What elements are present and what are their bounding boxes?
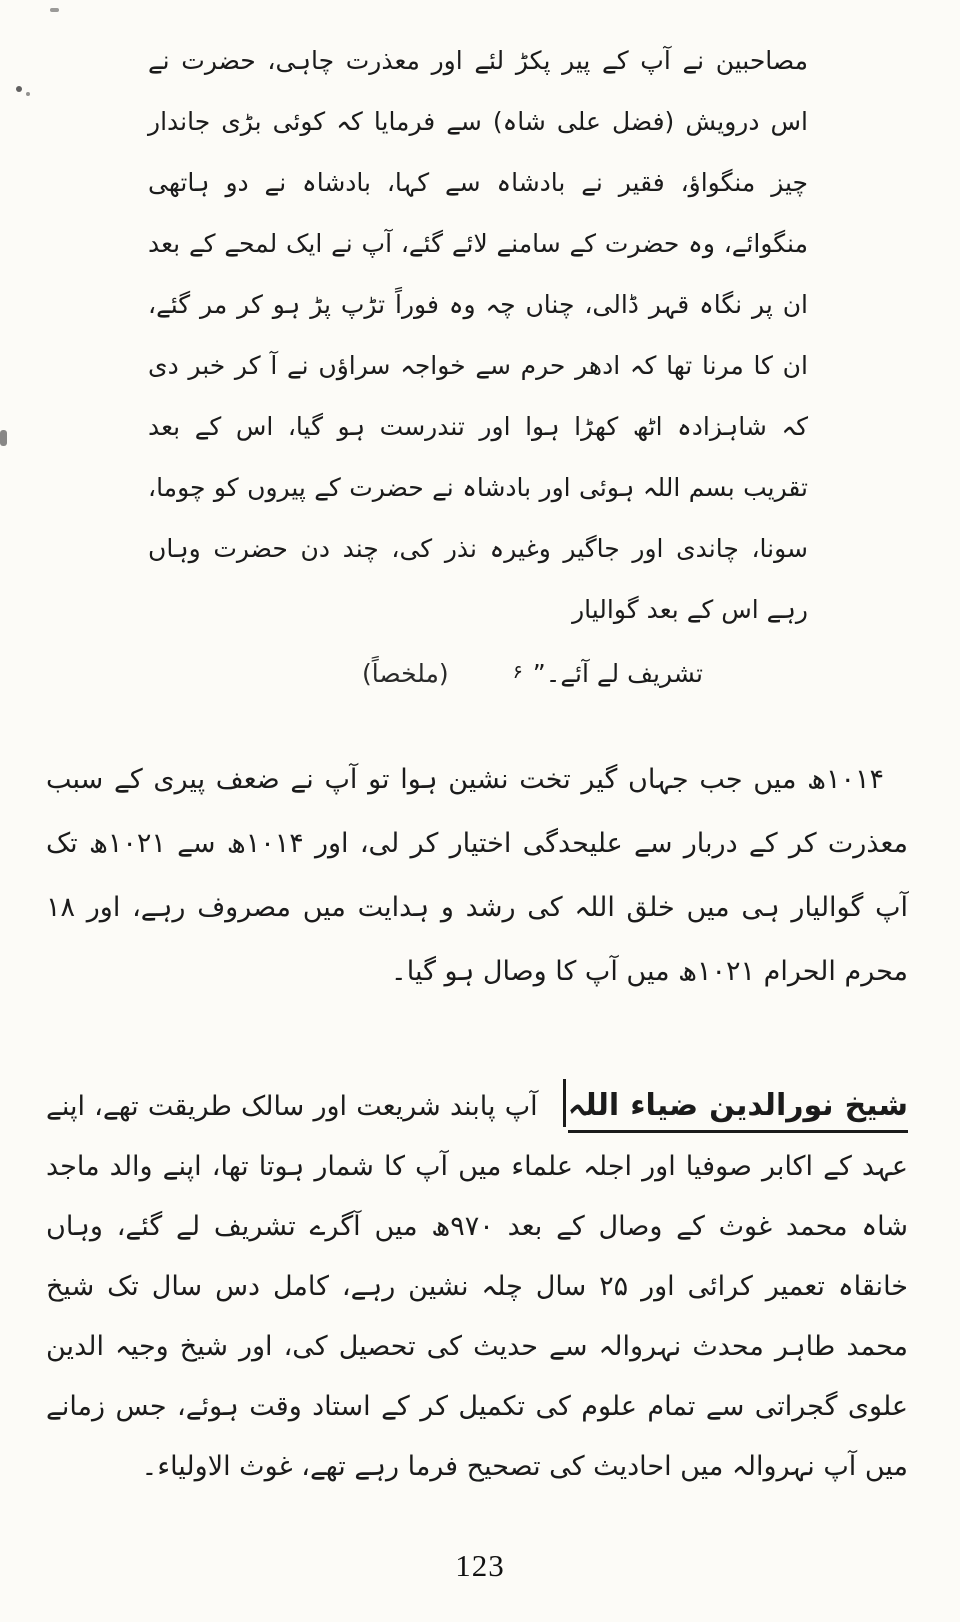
attribution-label: (ملخصاً) (362, 659, 449, 688)
quotation-block (148, 30, 808, 706)
heading-divider-rule (563, 1079, 566, 1127)
page-number: 123 (455, 1548, 505, 1583)
footnote-marker: ۶ (512, 661, 523, 683)
quotation-closing-line (148, 640, 808, 706)
scan-speck (16, 86, 22, 92)
section-sheikh-nuruddin (46, 1076, 908, 1497)
paragraph-jahangir-accession: ۱۰۱۴ھ میں جب جہاں گیر تخت نشین ہوا تو آپ نے ضعف پیری کے سبب معذرت کر کے دربار سے علیحدگی اختیار کر لی، اور ۱۰۱۴ھ سے ۱۰۲۱ھ تک آپ گوالیار ہی میں خلق اللہ کی رشد و ہدایت میں مصروف رہے، اور ۱۸ محرم الحرام ۱۰۲۱ھ میں آپ کا وصال ہو گیا۔ (46, 764, 908, 987)
section-paragraph (46, 1076, 908, 1497)
section-heading: شیخ نورالدین ضیاء اللہ (568, 1088, 908, 1133)
section-body-text: آپ پابند شریعت اور سالک طریقت تھے، اپنے عہد کے اکابر صوفیا اور اجلہ علماء میں آپ کا شمار ہوتا تھا، اپنے والد ماجد شاہ محمد غوث کے وصال کے بعد ۹۷۰ھ میں آگرے تشریف لے گئے، وہاں خانقاہ تعمیر کرائی اور ۲۵ سال چلہ نشین رہے، کامل دس سال تک شیخ محمد طاہر محدث نہروالہ سے حدیث کی تحصیل کی، اور شیخ وجیہ الدین علوی گجراتی سے تمام علوم کی تکمیل کر کے استاد وقت ہوئے، جس زمانے میں آپ نہروالہ میں احادیث کی تصحیح فرما رہے تھے، غوث الاولیاء۔ (46, 1091, 909, 1482)
quotation-text: مصاحبین نے آپ کے پیر پکڑ لئے اور معذرت چاہی، حضرت نے اس درویش (فضل علی شاہ) سے فرمایا کہ کوئی بڑی جاندار چیز منگواؤ، فقیر نے بادشاہ سے کہا، بادشاہ نے دو ہاتھی منگوائے، وہ حضرت کے سامنے لائے گئے، آپ نے ایک لمحے کے بعد ان پر نگاہ قہر ڈالی، چناں چہ وہ فوراً تڑپ پڑ ہو کر مر گئے، ان کا مرنا تھا کہ ادھر حرم سے خواجہ سراؤں نے آ کر خبر دی کہ شاہزادہ اٹھ کھڑا ہوا اور تندرست ہو گیا، اس کے بعد تقریب بسم اللہ ہوئی اور بادشاہ نے حضرت کے پیروں کو چوما، سونا، چاندی اور جاگیر وغیرہ نذر کی، چند دن حضرت وہاں رہے اس کے بعد گوالیار (148, 46, 808, 624)
scan-speck (50, 8, 59, 12)
scan-speck (0, 430, 7, 446)
quotation-closing-text: تشریف لے آئے۔” (532, 659, 703, 688)
scan-speck (26, 92, 30, 96)
